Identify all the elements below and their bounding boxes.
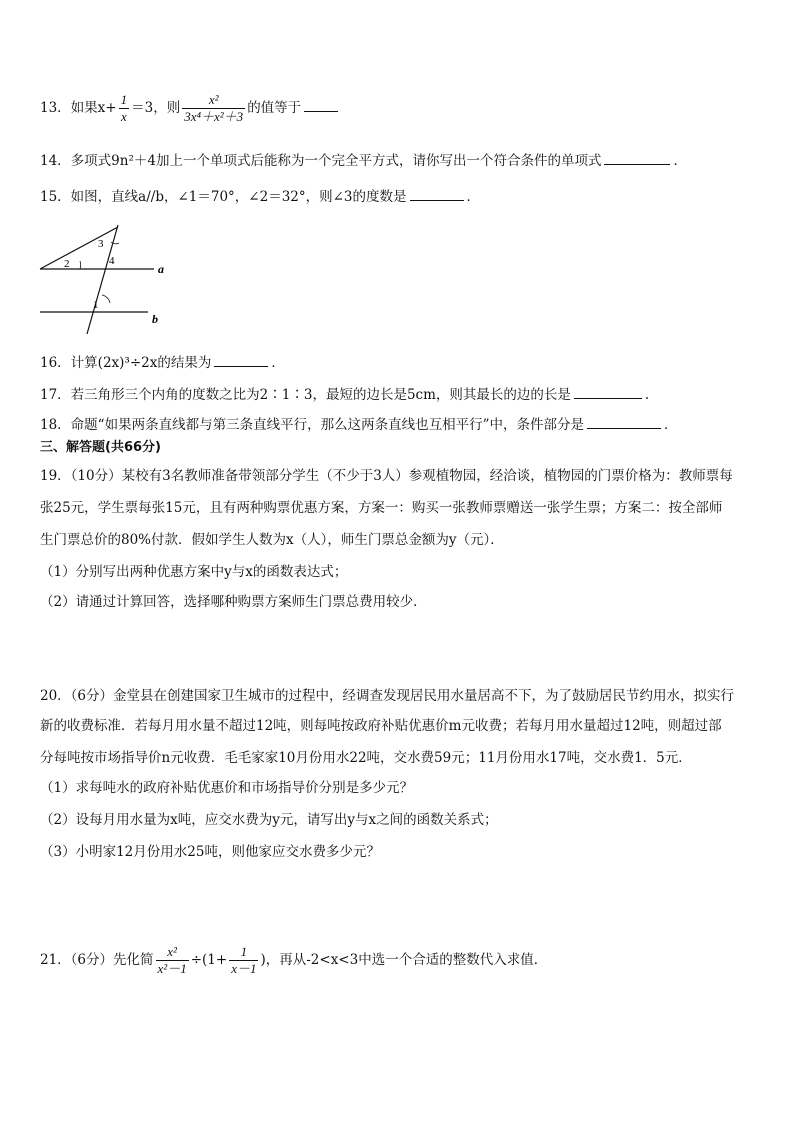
angle-label-2: 2 [64, 258, 70, 270]
question-18: 18．命题“如果两条直线都与第三条直线平行，那么这两条直线也互相平行”中，条件部分是 ． [40, 414, 677, 435]
question-13: 13．如果x+ $\frac{1}{x}$ ＝3，则 $\frac{\text{x²}}{\text{3x⁴＋x²＋3}}$ 的值等于 [40, 88, 341, 128]
triangle-side-left [40, 227, 118, 269]
answer-blank[interactable] [587, 414, 661, 429]
angle-label-1: 1 [93, 299, 99, 311]
question-20-line-3: 分每吨按市场指导价n元收费．毛毛家家10月份用水22吨，交水费59元；11月份用水17吨，交水费1．5元． [40, 750, 692, 766]
question-14: 14．多项式9n²＋4加上一个单项式后能称为一个完全平方式，请你写出一个符合条件的单项式 ． [40, 150, 687, 171]
angle-label-3: 3 [98, 238, 104, 250]
fraction-x2-over-x2-minus-1: $\frac{\text{x²}}{\text{x²－1}}$ [157, 944, 187, 976]
question-19-line-1: 19．（10分）某校有3名教师准备带领部分学生（不少于3人）参观植物园，经洽谈，植物园的门票价格为：教师票每 [40, 468, 733, 484]
answer-blank[interactable] [604, 150, 670, 165]
question-16: 16．计算(2x)³÷2x的结果为 ． [40, 352, 285, 373]
question-19-part-1: （1）分别写出两种优惠方案中y与x的函数表达式； [40, 564, 348, 580]
answer-blank[interactable] [304, 97, 338, 112]
question-15: 15．如图，直线a//b，∠1＝70°，∠2＝32°，则∠3的度数是 ． [40, 186, 480, 207]
fraction-1-over-x: $\frac{1}{x}$ [120, 92, 128, 124]
answer-blank[interactable] [214, 352, 268, 367]
answer-blank[interactable] [410, 186, 464, 201]
fraction-1-over-x-minus-1: $\frac{1}{x-1}$ [231, 944, 257, 976]
question-19-line-2: 张25元，学生票每张15元，且有两种购票优惠方案，方案一：购买一张教师票赠送一张学生票；方案二：按全部师 [40, 500, 723, 516]
parallel-lines-figure [36, 222, 176, 340]
question-19-line-3: 生门票总价的80%付款．假如学生人数为x（人），师生门票总金额为y（元）． [40, 532, 504, 548]
question-21: 21．（6分）先化简 $\frac{\text{x²}}{\text{x²－1}}$ ÷(1+ $\frac{1}{x-1}$ )，再从-2<x<3中选一个合适的整数代入求值． [40, 944, 548, 976]
question-17: 17．若三角形三个内角的度数之比为2∶1∶3，最短的边长是5cm，则其最长的边的长是 . [40, 384, 649, 405]
question-20-part-3: （3）小明家12月份用水25吨，则他家应交水费多少元？ [40, 844, 380, 860]
answer-blank[interactable] [574, 384, 642, 399]
angle-label-4: 4 [109, 255, 115, 267]
section-title: 三、解答题(共66分) [40, 440, 161, 455]
fraction-x2-over-poly: $\frac{\text{x²}}{\text{3x⁴＋x²＋3}}$ [184, 92, 244, 124]
question-20-part-2: （2）设每月用水量为x吨，应交水费为y元，请写出y与x之间的函数关系式； [40, 812, 498, 828]
line-label-a: a [158, 262, 164, 276]
line-label-b: b [152, 312, 158, 326]
question-19-part-2: （2）请通过计算回答，选择哪种购票方案师生门票总费用较少． [40, 594, 427, 610]
question-20-line-1: 20．（6分）金堂县在创建国家卫生城市的过程中，经调查发现居民用水量居高不下，为了鼓励居民节约用水，拟实行 [40, 688, 735, 704]
question-20-line-2: 新的收费标准．若每月用水量不超过12吨，则每吨按政府补贴优惠价m元收费；若每月用水量超过12吨，则超过部 [40, 718, 722, 734]
question-20-part-1: （1）求每吨水的政府补贴优惠价和市场指导价分别是多少元？ [40, 780, 414, 796]
